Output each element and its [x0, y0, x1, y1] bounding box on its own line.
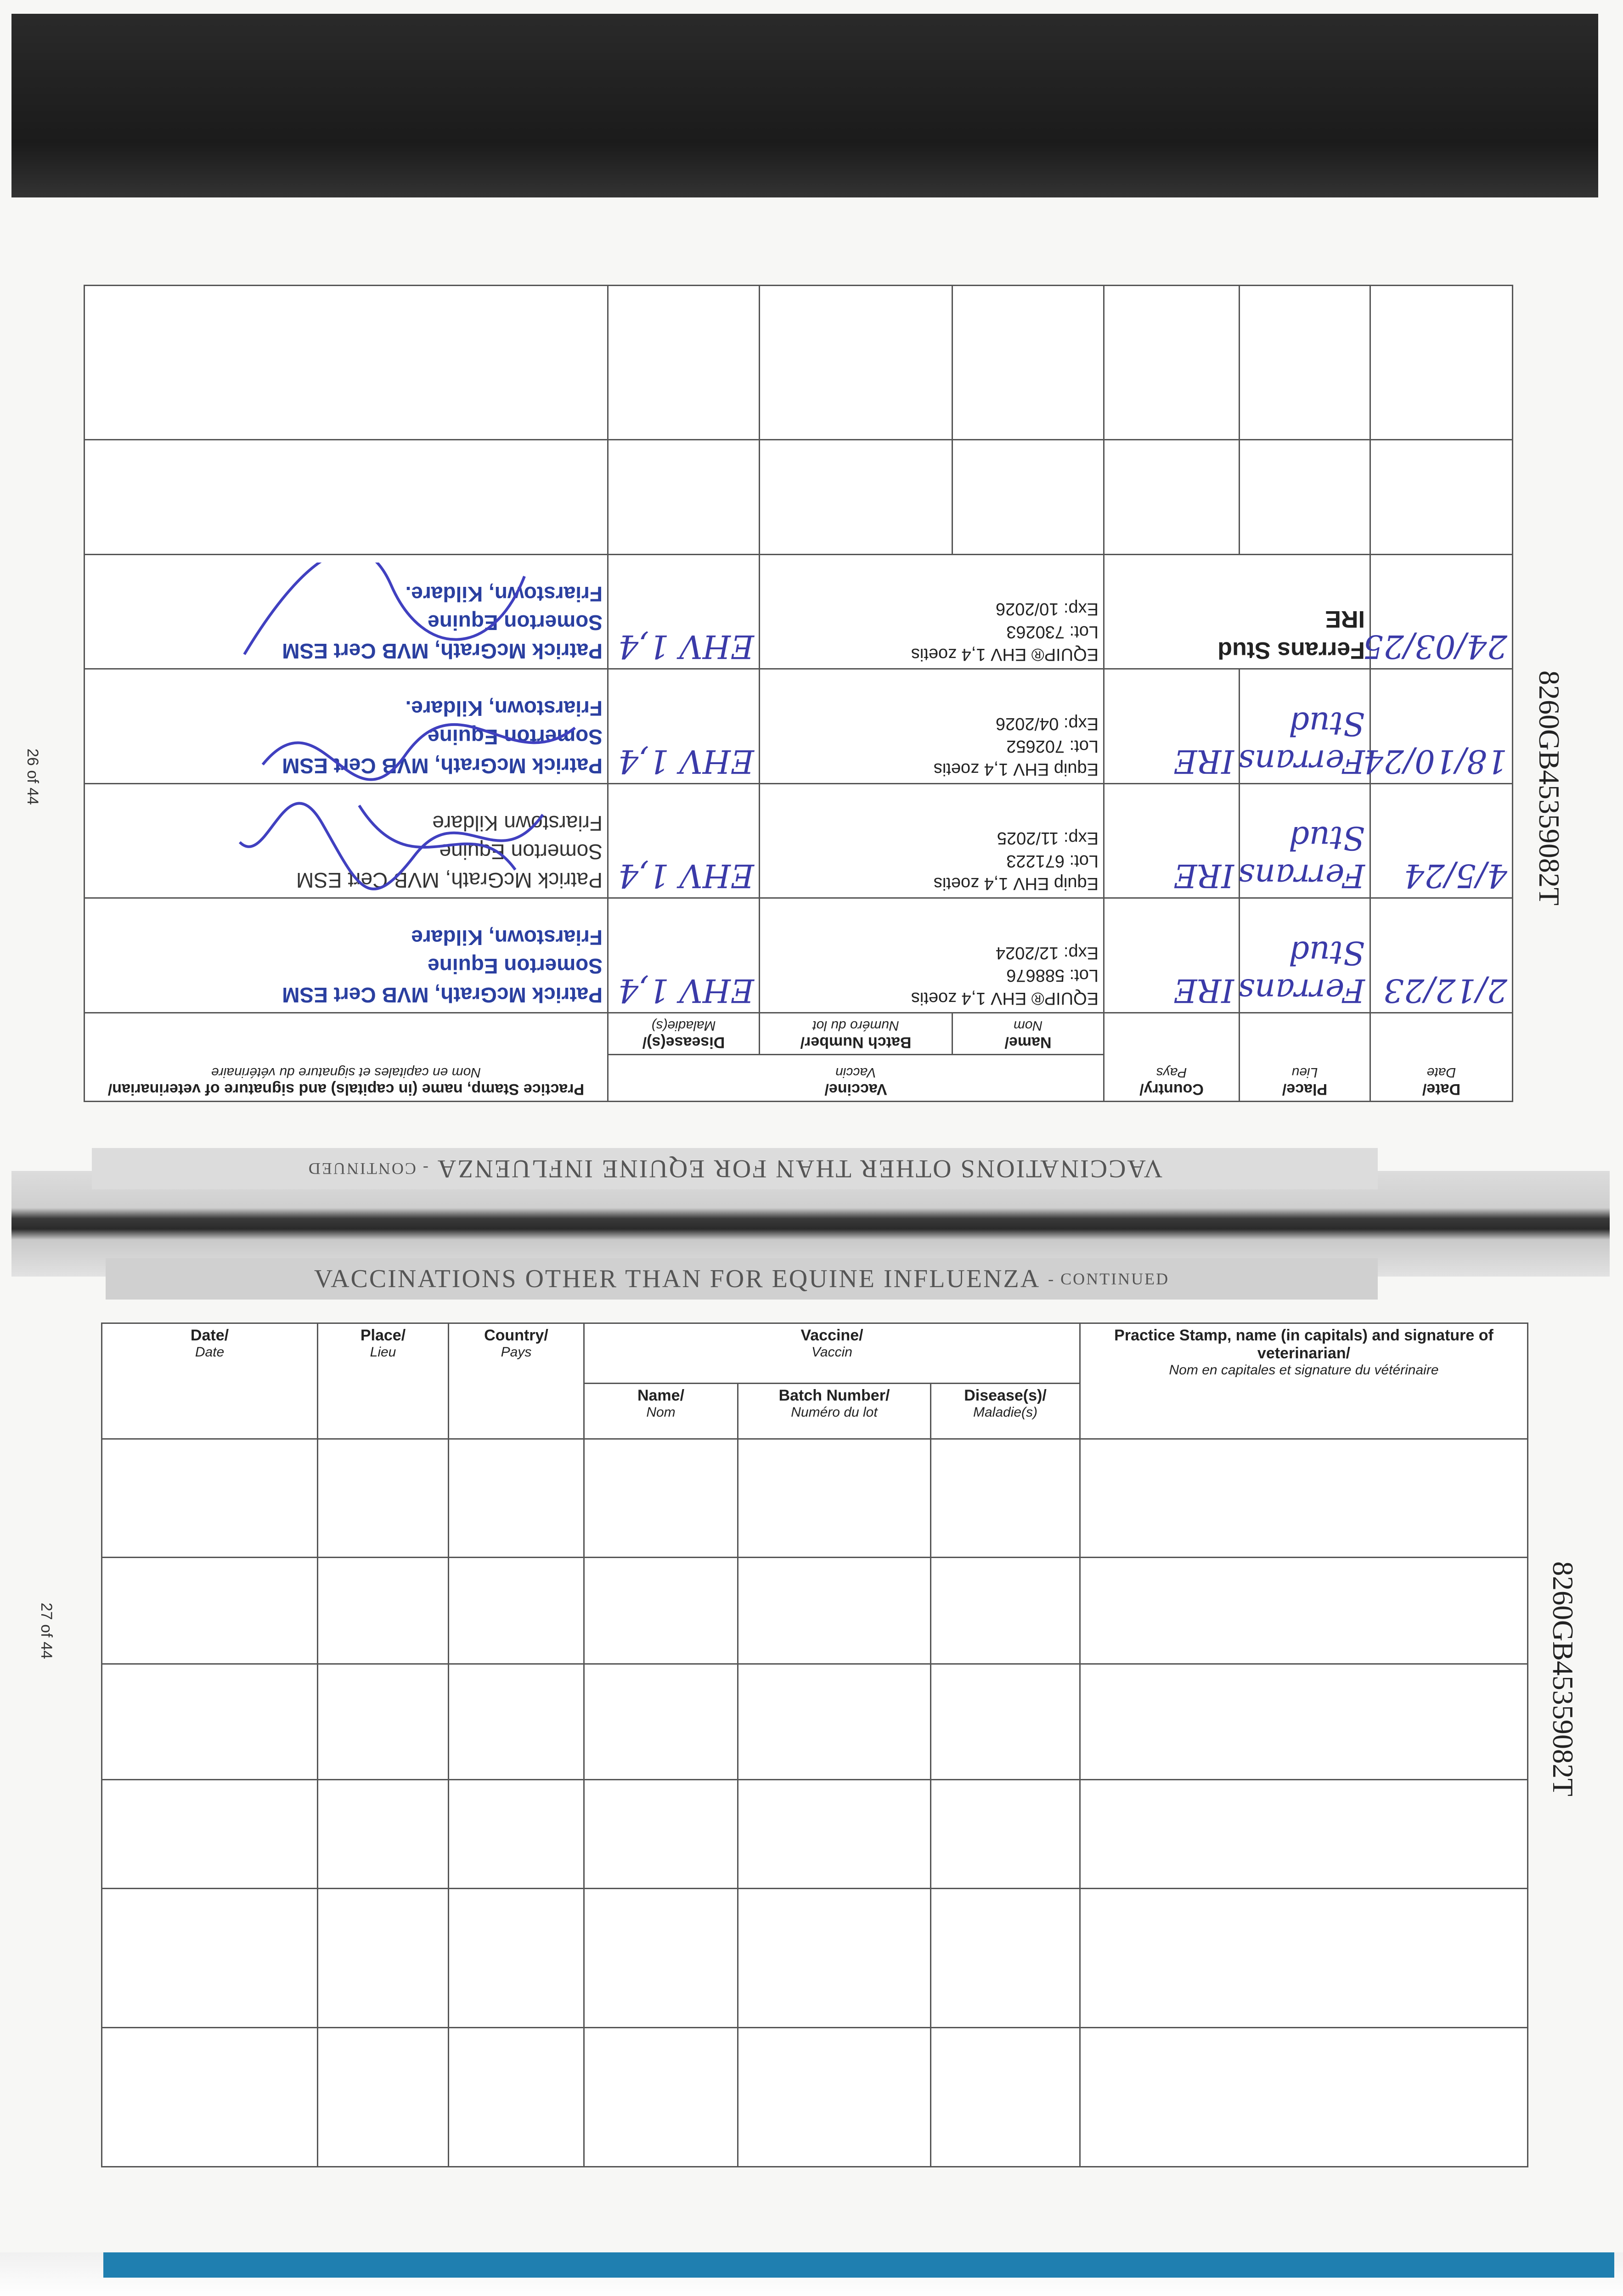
table-row-empty: [102, 1889, 1528, 2028]
stamp-practice: Somerton Equine: [428, 610, 603, 635]
header-name: Name/ Nom: [584, 1384, 738, 1439]
header-disease: Disease(s)/ Maladie(s): [931, 1384, 1080, 1439]
lot-label: Lot:: [1069, 966, 1099, 985]
exp-value: 11/2025: [997, 828, 1059, 848]
table-row: [84, 669, 1512, 783]
vaccine-name: EQUIP® EHV 1,4 zoetis: [911, 645, 1099, 664]
signature-scribble: [258, 677, 580, 783]
header-vaccine: Vaccine/ Vaccin: [608, 1055, 1104, 1102]
country-value: IRE: [1173, 742, 1234, 780]
disease-value: EHV 1,4: [618, 628, 754, 666]
header-practice-stamp: Practice Stamp, name (in capitals) and signature of veterinarian/ Nom en capitales et signature du vétérinaire: [1080, 1323, 1528, 1439]
lot-value: 702652: [1006, 737, 1065, 756]
table-row-empty: [102, 1780, 1528, 1889]
page-number-26: 26 of 44: [24, 748, 41, 805]
country-value: IRE: [1325, 606, 1365, 633]
page-26: [85, 285, 1513, 1102]
vaccine-name: Equip EHV 1,4 zoetis: [933, 874, 1099, 894]
table-row: [84, 898, 1512, 1013]
header-date: Date/ Date: [102, 1323, 318, 1439]
stamp-practice: Somerton Equine: [428, 725, 603, 749]
signature-scribble: [231, 792, 552, 897]
exp-label: Exp:: [1063, 714, 1099, 733]
banner-suffix: - CONTINUED: [1048, 1270, 1170, 1288]
exp-value: 10/2026: [996, 599, 1059, 619]
page-27: [101, 1322, 1527, 2167]
serial-number-top: 8260GB45359082T: [1533, 670, 1566, 906]
page-number-27: 27 of 44: [38, 1603, 55, 1659]
header-country: Country/ Pays: [1104, 1013, 1240, 1101]
header-place: Place/ Lieu: [1240, 1013, 1370, 1101]
header-vaccine: Vaccine/ Vaccin: [584, 1323, 1080, 1384]
table-row-empty: [102, 2028, 1528, 2167]
lot-label: Lot:: [1069, 737, 1099, 756]
header-disease: Disease(s)/ Maladie(s): [608, 1013, 759, 1055]
scan-blue-bar: [103, 2252, 1614, 2278]
header-country: Country/ Pays: [449, 1323, 584, 1439]
stamp-name: Patrick McGrath, MVB Cert ESM: [282, 754, 603, 778]
banner-title: VACCINATIONS OTHER THAN FOR EQUINE INFLUENZA: [314, 1265, 1041, 1293]
place-value: Ferrans Stud: [1238, 704, 1365, 780]
place-value: Ferrans Stud: [1217, 637, 1365, 664]
stamp-name: Patrick McGrath, MVB Cert ESM: [282, 639, 603, 664]
vaccination-table-page-26: [84, 285, 1513, 1102]
lot-value: 671223: [1006, 851, 1065, 871]
section-banner-top: [92, 1148, 1378, 1189]
section-banner-bottom: [106, 1258, 1378, 1300]
header-name: Name/ Nom: [952, 1013, 1104, 1055]
table-row-empty: [102, 1664, 1528, 1779]
stamp-address: Friarstown, Kildare: [411, 926, 603, 950]
lot-value: 588676: [1006, 966, 1065, 985]
exp-value: 04/2026: [996, 714, 1059, 733]
date-value: 18/10/24: [1363, 742, 1507, 780]
table-row-empty: [102, 1557, 1528, 1664]
banner-title: VACCINATIONS OTHER THAN FOR EQUINE INFLUENZA: [436, 1154, 1163, 1183]
country-value: IRE: [1173, 857, 1234, 895]
header-practice-stamp: Practice Stamp, name (in capitals) and signature of veterinarian/ Nom en capitales et signature du vétérinaire: [84, 1013, 608, 1101]
table-row-empty: [102, 1439, 1528, 1557]
date-value: 4/5/24: [1403, 857, 1507, 895]
disease-value: EHV 1,4: [618, 971, 754, 1009]
header-batch: Batch Number/ Numéro du lot: [760, 1013, 952, 1055]
table-row: [84, 554, 1512, 669]
country-value: IRE: [1173, 971, 1234, 1009]
exp-value: 12/2024: [996, 943, 1059, 962]
lot-value: 730263: [1006, 622, 1065, 642]
header-date: Date/ Date: [1370, 1013, 1513, 1101]
vaccination-table-page-27: [101, 1322, 1528, 2167]
vaccine-name: EQUIP® EHV 1,4 zoetis: [911, 988, 1099, 1008]
stamp-practice: Somerton Equine: [428, 954, 603, 979]
exp-label: Exp:: [1063, 599, 1099, 619]
table-row-empty: [84, 286, 1512, 440]
vaccine-name: Equip EHV 1,4 zoetis: [933, 759, 1099, 779]
disease-value: EHV 1,4: [618, 742, 754, 780]
scan-dark-edge: [11, 14, 1598, 197]
lot-label: Lot:: [1069, 851, 1099, 871]
disease-value: EHV 1,4: [618, 857, 754, 895]
stamp-name: Patrick McGrath, MVB Cert ESM: [296, 868, 603, 893]
header-batch: Batch Number/ Numéro du lot: [738, 1384, 931, 1439]
stamp-practice: Somerton Equine: [439, 839, 603, 864]
signature-scribble: [217, 563, 538, 668]
date-value: 24/03/25: [1363, 628, 1507, 666]
lot-label: Lot:: [1069, 622, 1099, 642]
stamp-address: Friarstown, Kildare.: [405, 697, 603, 721]
stamp-address: Friarstown, Kildare.: [405, 582, 603, 606]
exp-label: Exp:: [1063, 943, 1099, 962]
place-value: Ferrans Stud: [1238, 934, 1365, 1009]
table-row: [84, 783, 1512, 898]
table-row-empty: [84, 440, 1512, 554]
header-place: Place/ Lieu: [318, 1323, 449, 1439]
date-value: 2/12/23: [1383, 971, 1507, 1009]
place-value: Ferrans Stud: [1238, 819, 1365, 895]
stamp-address: Friarstown Kildare: [432, 811, 603, 835]
stamp-name: Patrick McGrath, MVB Cert ESM: [282, 983, 603, 1007]
exp-label: Exp:: [1063, 828, 1099, 848]
banner-suffix: - CONTINUED: [307, 1159, 428, 1178]
serial-number-bottom: 8260GB45359082T: [1547, 1561, 1579, 1796]
